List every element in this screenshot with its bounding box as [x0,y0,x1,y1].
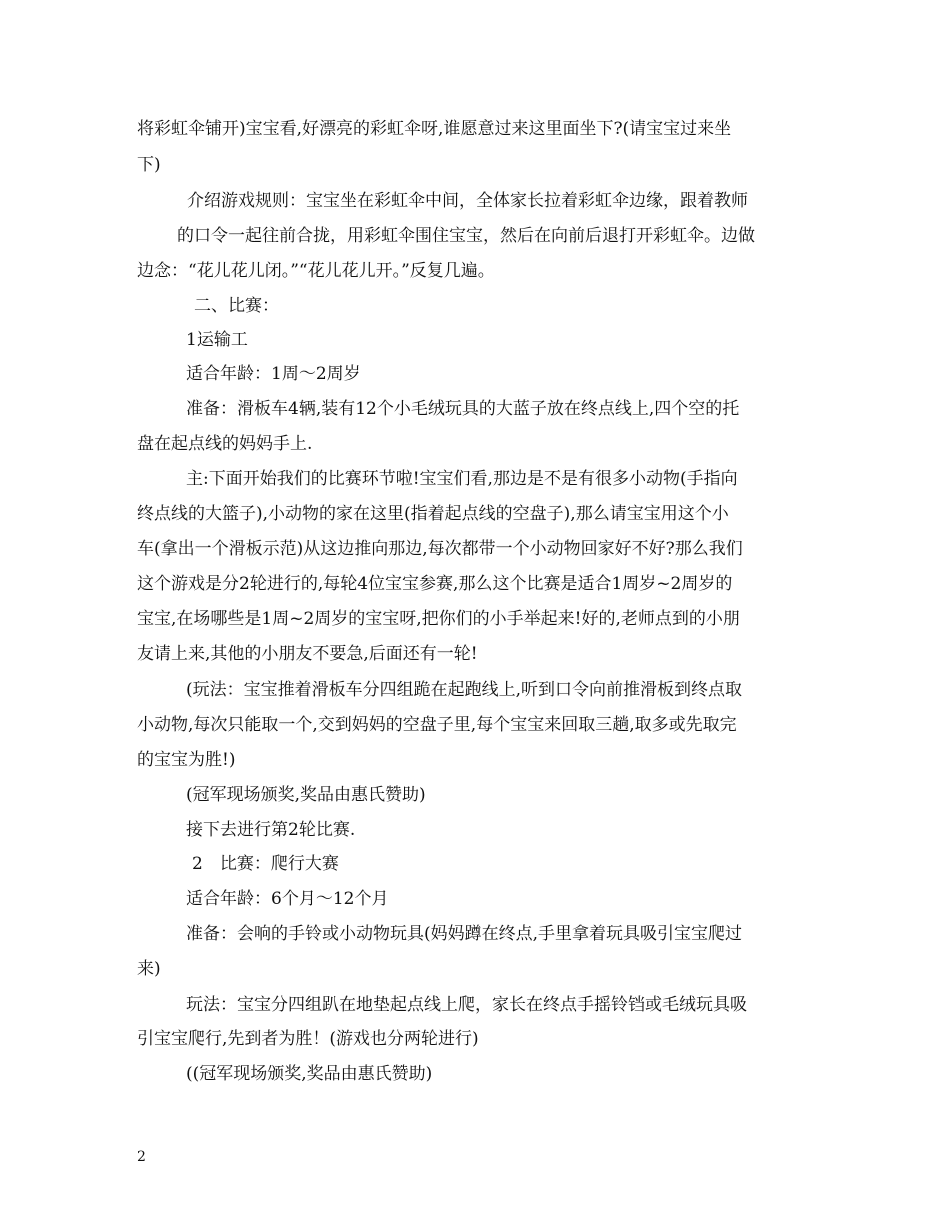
text-line: 准备：滑板车4辆,装有12个小毛绒玩具的大蓝子放在终点线上,四个空的托 [186,399,740,419]
text-line: ((冠军现场颁奖,奖品由惠氏赞助) [186,1064,433,1084]
subsection-heading: 2 比赛：爬行大赛 [192,854,339,874]
text-line: 主:下面开始我们的比赛环节啦!宝宝们看,那边是不是有很多小动物(手指向 [186,469,738,489]
text-line: 这个游戏是分2轮进行的,每轮4位宝宝参赛,那么这个比赛是适合1周岁~2周岁的 [137,574,733,594]
text-line: 来) [137,959,161,979]
text-line: 边念：“花儿花儿闭。”“花儿花儿开。”反复几遍。 [137,261,495,281]
page-number: 2 [137,1149,146,1165]
text-line: 下) [137,155,161,175]
text-line: 适合年龄：6个月～12个月 [186,889,389,909]
text-line: 引宝宝爬行,先到者为胜！(游戏也分两轮进行) [137,1029,479,1049]
text-line: (玩法：宝宝推着滑板车分四组跪在起跑线上,听到口令向前推滑板到终点取 [186,680,743,700]
text-line: 接下去进行第2轮比赛. [186,820,356,840]
text-line: 介绍游戏规则：宝宝坐在彩虹伞中间，全体家长拉着彩虹伞边缘，跟着教师 [187,191,748,211]
text-line: 小动物,每次只能取一个,交到妈妈的空盘子里,每个宝宝来回取三趟,取多或先取完 [137,715,737,735]
text-line: 的宝宝为胜!) [137,750,236,770]
text-line: 将彩虹伞铺开)宝宝看,好漂亮的彩虹伞呀,谁愿意过来这里面坐下?(请宝宝过来坐 [137,119,732,139]
text-line: 盘在起点线的妈妈手上. [137,434,313,454]
text-line: 友请上来,其他的小朋友不要急,后面还有一轮! [137,644,478,664]
text-line: 终点线的大篮子),小动物的家在这里(指着起点线的空盘子),那么请宝宝用这个小 [137,504,729,524]
subsection-heading: 1运输工 [186,330,248,350]
text-line: 的口令一起往前合拢，用彩虹伞围住宝宝，然后在向前后退打开彩虹伞。边做 [177,226,755,246]
text-line: 车(拿出一个滑板示范)从这边推向那边,每次都带一个小动物回家好不好?那么我们 [137,539,743,559]
text-line: (冠军现场颁奖,奖品由惠氏赞助) [186,785,426,805]
text-line: 准备：会响的手铃或小动物玩具(妈妈蹲在终点,手里拿着玩具吸引宝宝爬过 [186,924,743,944]
section-heading: 二、比赛： [194,296,279,316]
text-line: 玩法：宝宝分四组趴在地垫起点线上爬，家长在终点手摇铃铛或毛绒玩具吸 [186,995,747,1015]
text-line: 适合年龄：1周～2周岁 [186,364,361,384]
text-line: 宝宝,在场哪些是1周~2周岁的宝宝呀,把你们的小手举起来!好的,老师点到的小朋 [137,609,740,629]
